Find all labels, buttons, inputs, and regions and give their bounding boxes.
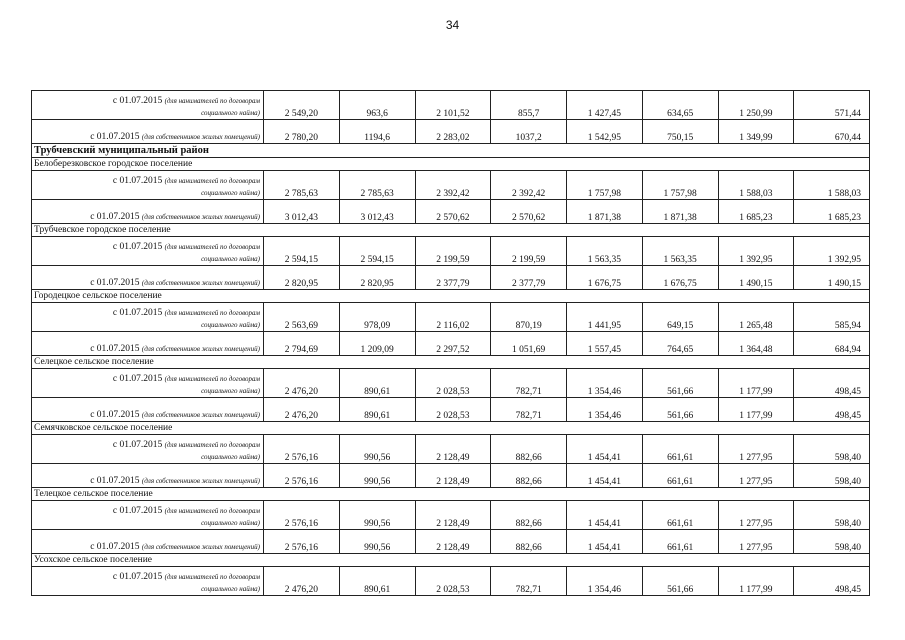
tariff-value-cell: 2 576,16 xyxy=(264,501,340,530)
tariff-row-tenants xyxy=(32,303,870,332)
period-note-continued: социального найма) xyxy=(201,109,260,117)
tariff-value-cell: 1 051,69 xyxy=(491,332,567,356)
period-note-continued: социального найма) xyxy=(201,387,260,395)
tariff-value-cell: 598,40 xyxy=(794,530,870,554)
tariff-value-cell: 2 563,69 xyxy=(264,303,340,332)
settlement-name: Селецкое сельское поселение xyxy=(32,356,870,369)
tariff-value-cell: 1 557,45 xyxy=(567,332,643,356)
period-note-continued: социального найма) xyxy=(201,585,260,593)
tariff-row-owners xyxy=(32,200,870,224)
tariff-value-cell: 2 820,95 xyxy=(264,266,340,290)
settlement-header-row xyxy=(32,290,870,303)
settlement-header-row xyxy=(32,554,870,567)
tariff-value-cell: 571,44 xyxy=(794,91,870,120)
tariff-value-cell: 1 177,99 xyxy=(718,398,794,422)
period-date: с 01.07.2015 xyxy=(90,212,140,222)
period-note: (для собственников жилых помещений) xyxy=(141,411,260,419)
tariff-value-cell: 561,66 xyxy=(642,369,718,398)
tariff-value-cell: 1 871,38 xyxy=(642,200,718,224)
period-date: с 01.07.2015 xyxy=(112,176,163,186)
period-date: с 01.07.2015 xyxy=(90,410,140,420)
tariff-period-label xyxy=(32,303,264,332)
tariff-value-cell: 598,40 xyxy=(794,435,870,464)
period-note-continued: социального найма) xyxy=(201,255,260,263)
tariff-value-cell: 2 283,02 xyxy=(415,120,491,144)
period-date: с 01.07.2015 xyxy=(112,506,163,516)
period-note: (для нанимателей по договорам xyxy=(164,375,260,383)
tariff-period-label xyxy=(32,464,264,488)
tariff-value-cell: 498,45 xyxy=(794,567,870,596)
tariff-value-cell: 1 277,95 xyxy=(718,501,794,530)
tariff-value-cell: 1 588,03 xyxy=(794,171,870,200)
tariff-value-cell: 2 570,62 xyxy=(491,200,567,224)
tariff-row-owners xyxy=(32,266,870,290)
settlement-name: Усохское сельское поселение xyxy=(32,554,870,567)
period-note-continued: социального найма) xyxy=(201,321,260,329)
period-date: с 01.07.2015 xyxy=(112,374,163,384)
tariff-row-tenants xyxy=(32,91,870,120)
tariff-value-cell: 2 028,53 xyxy=(415,398,491,422)
tariff-value-cell: 2 576,16 xyxy=(264,435,340,464)
tariff-value-cell: 882,66 xyxy=(491,501,567,530)
tariff-value-cell: 1 392,95 xyxy=(718,237,794,266)
tariff-value-cell: 1 563,35 xyxy=(567,237,643,266)
tariff-value-cell: 2 476,20 xyxy=(264,398,340,422)
tariff-period-label xyxy=(32,200,264,224)
tariff-value-cell: 670,44 xyxy=(794,120,870,144)
tariff-value-cell: 3 012,43 xyxy=(264,200,340,224)
tariff-value-cell: 890,61 xyxy=(339,567,415,596)
tariff-value-cell: 2 199,59 xyxy=(415,237,491,266)
tariff-value-cell: 1 177,99 xyxy=(718,369,794,398)
tariff-period-label xyxy=(32,266,264,290)
tariff-value-cell: 2 392,42 xyxy=(491,171,567,200)
tariff-value-cell: 2 028,53 xyxy=(415,567,491,596)
period-date: с 01.07.2015 xyxy=(112,242,163,252)
tariff-period-label xyxy=(32,567,264,596)
tariff-value-cell: 1 349,99 xyxy=(718,120,794,144)
tariff-value-cell: 990,56 xyxy=(339,501,415,530)
tariff-row-tenants xyxy=(32,171,870,200)
tariff-value-cell: 2 476,20 xyxy=(264,369,340,398)
tariff-value-cell: 2 297,52 xyxy=(415,332,491,356)
tariff-value-cell: 2 128,49 xyxy=(415,530,491,554)
tariff-value-cell: 978,09 xyxy=(339,303,415,332)
period-date: с 01.07.2015 xyxy=(90,344,140,354)
tariff-table-body xyxy=(32,91,870,596)
tariff-value-cell: 1 871,38 xyxy=(567,200,643,224)
tariff-value-cell: 2 549,20 xyxy=(264,91,340,120)
tariff-period-label xyxy=(32,91,264,120)
tariff-value-cell: 963,6 xyxy=(339,91,415,120)
tariff-value-cell: 1 676,75 xyxy=(567,266,643,290)
period-date: с 01.07.2015 xyxy=(112,440,163,450)
tariff-value-cell: 1 454,41 xyxy=(567,435,643,464)
tariff-value-cell: 1 676,75 xyxy=(642,266,718,290)
tariff-value-cell: 598,40 xyxy=(794,501,870,530)
tariff-value-cell: 684,94 xyxy=(794,332,870,356)
period-date: с 01.07.2015 xyxy=(112,308,163,318)
settlement-name: Трубчевское городское поселение xyxy=(32,224,870,237)
tariff-value-cell: 2 576,16 xyxy=(264,464,340,488)
page-number: 34 xyxy=(445,18,460,32)
tariff-value-cell: 870,19 xyxy=(491,303,567,332)
district-name: Трубчевский муниципальный район xyxy=(32,144,870,158)
tariff-value-cell: 2 476,20 xyxy=(264,567,340,596)
tariff-value-cell: 990,56 xyxy=(339,530,415,554)
tariff-value-cell: 2 794,69 xyxy=(264,332,340,356)
tariff-value-cell: 1 563,35 xyxy=(642,237,718,266)
tariff-value-cell: 1 685,23 xyxy=(718,200,794,224)
period-note: (для собственников жилых помещений) xyxy=(141,213,260,221)
period-date: с 01.07.2015 xyxy=(112,572,163,582)
tariff-value-cell: 1 209,09 xyxy=(339,332,415,356)
period-note: (для нанимателей по договорам xyxy=(164,573,260,581)
tariff-value-cell: 634,65 xyxy=(642,91,718,120)
tariff-value-cell: 661,61 xyxy=(642,435,718,464)
settlement-name: Белоберезковское городское поселение xyxy=(32,158,870,171)
period-note: (для нанимателей по договорам xyxy=(164,507,260,515)
tariff-value-cell: 2 570,62 xyxy=(415,200,491,224)
tariff-row-owners xyxy=(32,464,870,488)
tariff-value-cell: 2 820,95 xyxy=(339,266,415,290)
tariff-value-cell: 2 128,49 xyxy=(415,501,491,530)
tariff-period-label xyxy=(32,398,264,422)
tariff-value-cell: 2 576,16 xyxy=(264,530,340,554)
period-note: (для нанимателей по договорам xyxy=(164,441,260,449)
tariff-value-cell: 2 392,42 xyxy=(415,171,491,200)
tariff-value-cell: 2 128,49 xyxy=(415,464,491,488)
period-note: (для нанимателей по договорам xyxy=(164,97,260,105)
tariff-value-cell: 2 199,59 xyxy=(491,237,567,266)
period-date: с 01.07.2015 xyxy=(90,476,140,486)
tariff-period-label xyxy=(32,120,264,144)
tariff-value-cell: 782,71 xyxy=(491,567,567,596)
tariff-value-cell: 661,61 xyxy=(642,501,718,530)
tariff-row-tenants xyxy=(32,237,870,266)
tariff-row-tenants xyxy=(32,501,870,530)
district-header-row xyxy=(32,144,870,158)
period-date: с 01.07.2015 xyxy=(112,96,163,106)
tariff-value-cell: 1 177,99 xyxy=(718,567,794,596)
tariff-value-cell: 1 277,95 xyxy=(718,530,794,554)
tariff-value-cell: 890,61 xyxy=(339,369,415,398)
tariff-value-cell: 1 277,95 xyxy=(718,435,794,464)
tariff-value-cell: 2 116,02 xyxy=(415,303,491,332)
tariff-row-owners xyxy=(32,530,870,554)
tariff-value-cell: 1 454,41 xyxy=(567,530,643,554)
tariff-row-tenants xyxy=(32,567,870,596)
tariff-value-cell: 2 377,79 xyxy=(415,266,491,290)
tariff-row-owners xyxy=(32,398,870,422)
tariff-row-tenants xyxy=(32,369,870,398)
tariff-period-label xyxy=(32,171,264,200)
tariff-period-label xyxy=(32,435,264,464)
tariff-value-cell: 990,56 xyxy=(339,464,415,488)
tariff-value-cell: 1 441,95 xyxy=(567,303,643,332)
settlement-name: Телецкое сельское поселение xyxy=(32,488,870,501)
tariff-value-cell: 890,61 xyxy=(339,398,415,422)
period-note: (для нанимателей по договорам xyxy=(164,177,260,185)
tariff-value-cell: 561,66 xyxy=(642,398,718,422)
period-date: с 01.07.2015 xyxy=(90,278,140,288)
settlement-header-row xyxy=(32,158,870,171)
tariff-value-cell: 661,61 xyxy=(642,530,718,554)
tariff-value-cell: 2 785,63 xyxy=(339,171,415,200)
tariff-value-cell: 782,71 xyxy=(491,369,567,398)
tariff-value-cell: 2 101,52 xyxy=(415,91,491,120)
tariff-value-cell: 764,65 xyxy=(642,332,718,356)
tariff-value-cell: 882,66 xyxy=(491,435,567,464)
tariff-value-cell: 1 454,41 xyxy=(567,501,643,530)
tariff-value-cell: 1 757,98 xyxy=(642,171,718,200)
tariff-row-owners xyxy=(32,332,870,356)
tariff-value-cell: 498,45 xyxy=(794,398,870,422)
period-date: с 01.07.2015 xyxy=(90,542,140,552)
period-note: (для собственников жилых помещений) xyxy=(141,279,260,287)
period-note: (для нанимателей по договорам xyxy=(164,309,260,317)
tariff-value-cell: 1 250,99 xyxy=(718,91,794,120)
tariff-period-label xyxy=(32,237,264,266)
tariff-period-label xyxy=(32,369,264,398)
tariff-value-cell: 1 542,95 xyxy=(567,120,643,144)
tariff-value-cell: 882,66 xyxy=(491,530,567,554)
tariff-value-cell: 1 685,23 xyxy=(794,200,870,224)
tariff-value-cell: 649,15 xyxy=(642,303,718,332)
settlement-header-row xyxy=(32,356,870,369)
tariff-value-cell: 1 277,95 xyxy=(718,464,794,488)
tariff-value-cell: 990,56 xyxy=(339,435,415,464)
period-note: (для собственников жилых помещений) xyxy=(141,133,260,141)
tariff-value-cell: 585,94 xyxy=(794,303,870,332)
tariff-value-cell: 2 377,79 xyxy=(491,266,567,290)
tariff-value-cell: 2 785,63 xyxy=(264,171,340,200)
tariff-value-cell: 661,61 xyxy=(642,464,718,488)
tariff-value-cell: 2 594,15 xyxy=(264,237,340,266)
settlement-name: Семячковское сельское поселение xyxy=(32,422,870,435)
period-note: (для собственников жилых помещений) xyxy=(141,543,260,551)
settlement-header-row xyxy=(32,422,870,435)
period-note-continued: социального найма) xyxy=(201,453,260,461)
tariff-value-cell: 1 364,48 xyxy=(718,332,794,356)
tariff-value-cell: 2 028,53 xyxy=(415,369,491,398)
tariff-value-cell: 782,71 xyxy=(491,398,567,422)
tariff-value-cell: 750,15 xyxy=(642,120,718,144)
period-date: с 01.07.2015 xyxy=(90,132,140,142)
tariff-value-cell: 1 265,48 xyxy=(718,303,794,332)
tariff-value-cell: 498,45 xyxy=(794,369,870,398)
tariff-table xyxy=(31,90,870,596)
tariff-value-cell: 598,40 xyxy=(794,464,870,488)
tariff-value-cell: 1 757,98 xyxy=(567,171,643,200)
period-note: (для собственников жилых помещений) xyxy=(141,345,260,353)
tariff-value-cell: 1 354,46 xyxy=(567,398,643,422)
tariff-value-cell: 1 354,46 xyxy=(567,369,643,398)
tariff-value-cell: 1 490,15 xyxy=(794,266,870,290)
settlement-header-row xyxy=(32,488,870,501)
tariff-value-cell: 1037,2 xyxy=(491,120,567,144)
tariff-row-tenants xyxy=(32,435,870,464)
tariff-period-label xyxy=(32,332,264,356)
tariff-value-cell: 2 594,15 xyxy=(339,237,415,266)
period-note: (для собственников жилых помещений) xyxy=(141,477,260,485)
settlement-header-row xyxy=(32,224,870,237)
tariff-value-cell: 1 427,45 xyxy=(567,91,643,120)
tariff-value-cell: 1 454,41 xyxy=(567,464,643,488)
tariff-value-cell: 1194,6 xyxy=(339,120,415,144)
tariff-value-cell: 1 588,03 xyxy=(718,171,794,200)
tariff-value-cell: 1 354,46 xyxy=(567,567,643,596)
tariff-value-cell: 3 012,43 xyxy=(339,200,415,224)
tariff-period-label xyxy=(32,530,264,554)
period-note-continued: социального найма) xyxy=(201,519,260,527)
settlement-name: Городецкое сельское поселение xyxy=(32,290,870,303)
tariff-value-cell: 882,66 xyxy=(491,464,567,488)
tariff-value-cell: 1 392,95 xyxy=(794,237,870,266)
tariff-period-label xyxy=(32,501,264,530)
tariff-value-cell: 2 780,20 xyxy=(264,120,340,144)
tariff-value-cell: 561,66 xyxy=(642,567,718,596)
tariff-value-cell: 855,7 xyxy=(491,91,567,120)
tariff-value-cell: 2 128,49 xyxy=(415,435,491,464)
period-note: (для нанимателей по договорам xyxy=(164,243,260,251)
tariff-value-cell: 1 490,15 xyxy=(718,266,794,290)
tariff-row-owners xyxy=(32,120,870,144)
period-note-continued: социального найма) xyxy=(201,189,260,197)
